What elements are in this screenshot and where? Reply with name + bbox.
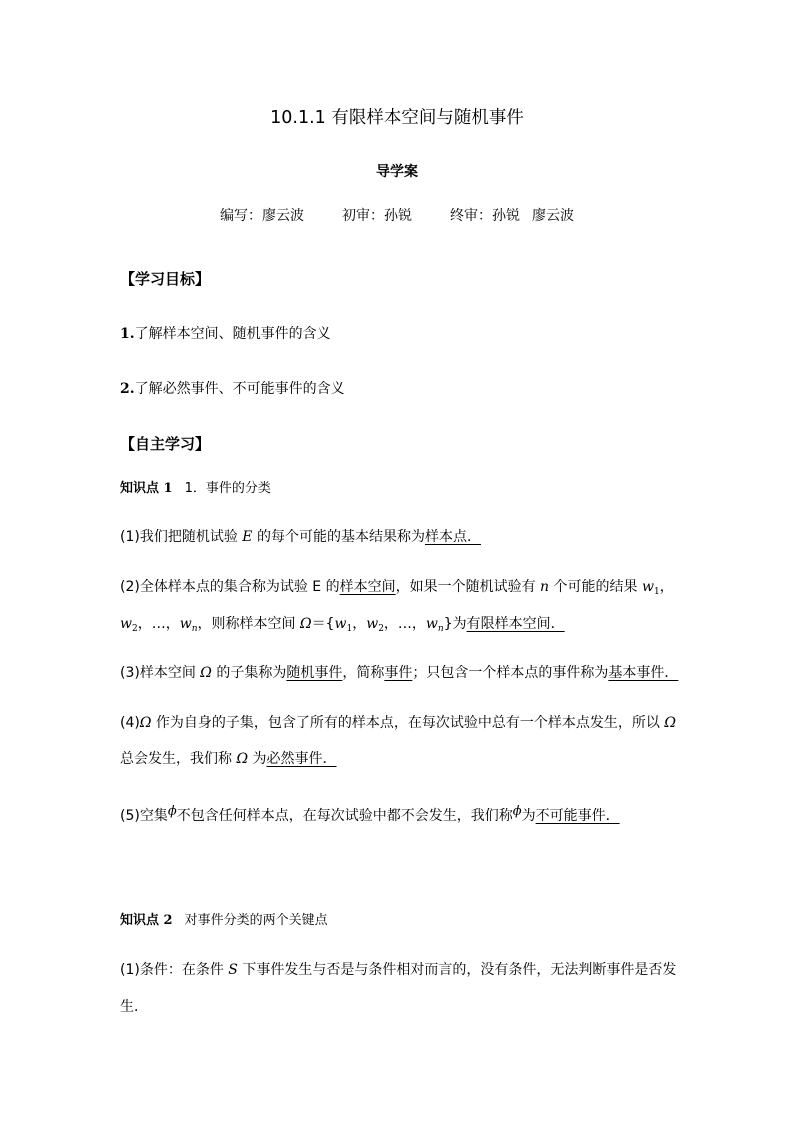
kp1-paragraph-5: (5)空集ϕ不包含任何样本点，在每次试验中都不会发生，我们称ϕ为不可能事件．: [120, 804, 620, 824]
final-reviewer-name-1: 孙锐: [492, 208, 520, 224]
writer-label: 编写：: [220, 208, 262, 224]
writer-name: 廖云波: [262, 208, 304, 224]
kp1-paragraph-4-line-2: 总会发生，我们称 Ω 为必然事件．: [120, 751, 337, 767]
first-review-label: 初审：: [342, 208, 384, 224]
kp2-paragraph-1-line-2: 生．: [120, 999, 148, 1015]
kp1-paragraph-1: (1)我们把随机试验 E 的每个可能的基本结果称为样本点．: [120, 529, 481, 545]
document-title: 10.1.1 有限样本空间与随机事件: [270, 108, 524, 128]
kp1-paragraph-2-line-1: (2)全体样本点的集合称为试验 E 的样本空间，如果一个随机试验有 n 个可能的结果 $w_1$，: [120, 579, 674, 597]
kp1-paragraph-3: (3)样本空间 Ω 的子集称为随机事件，简称事件；只包含一个样本点的事件称为基本事件．: [120, 665, 679, 681]
empty-set-symbol: ϕ: [512, 804, 522, 819]
kp1-paragraph-4-line-1: (4)Ω 作为自身的子集，包含了所有的样本点，在每次试验中总有一个样本点发生，所以 Ω: [120, 715, 676, 731]
final-reviewer-name-2: 廖云波: [532, 208, 574, 224]
objective-item-2: 2.了解必然事件、不可能事件的含义: [120, 381, 345, 397]
first-reviewer-name: 孙锐: [384, 208, 412, 224]
kp1-paragraph-2-line-2: $w_2$，…，$w_n$，则称样本空间 $\Omega=\{w_1$，$w_2$，…，$w_n$}为有限样本空间．: [120, 616, 565, 634]
final-review-label: 终审：: [450, 208, 492, 224]
empty-set-symbol: ϕ: [167, 804, 177, 819]
self-study-heading: 【自主学习】: [120, 435, 211, 453]
document-subtitle: 导学案: [376, 164, 418, 180]
kp2-paragraph-1-line-1: (1)条件：在条件 S 下事件发生与否是与条件相对而言的，没有条件，无法判断事件是否发: [120, 962, 677, 978]
objectives-heading: 【学习目标】: [120, 270, 211, 288]
knowledge-point-2-header: 知识点 2 对事件分类的两个关键点: [120, 913, 328, 928]
objective-item-1: 1.了解样本空间、随机事件的含义: [120, 326, 331, 342]
author-line: [0, 206, 794, 226]
knowledge-point-1-header: 知识点 1 1．事件的分类: [120, 481, 271, 496]
